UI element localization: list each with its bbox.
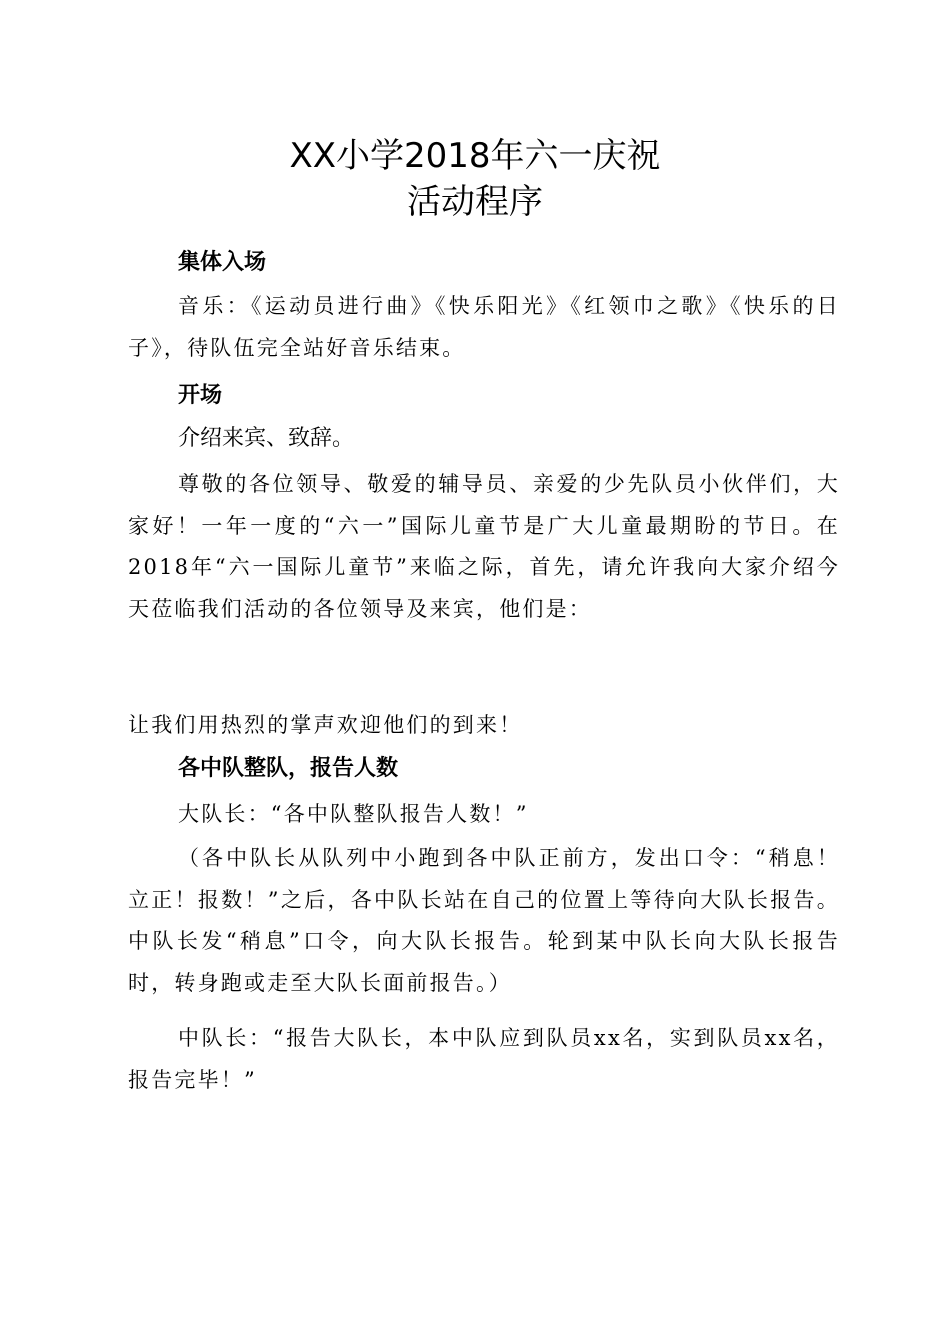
document-title-line1: XX小学2018年六一庆祝: [289, 136, 661, 176]
welcome-paragraph: 尊敬的各位领导、敬爱的辅导员、亲爱的少先队员小伙伴们，大家好！一年一度的“六一”国际儿童节是广大儿童最期盼的节日。在2018年“六一国际儿童节”来临之际，首先，请允许我向大家介绍今天莅临我们活动的各位领导及来宾，他们是：: [128, 472, 840, 621]
section-heading-report: 各中队整队，报告人数: [178, 756, 399, 781]
instruction-paragraph: （各中队长从队列中小跑到各中队正前方，发出口令：“稍息！立正！报数！”之后，各中队长站在自己的位置上等待向大队长报告。中队长发“稍息”口令，向大队长报告。轮到某中队长向大队长报告时，转身跑或走至大队长面前报告。）: [128, 846, 840, 995]
applause-line: 让我们用热烈的掌声欢迎他们的到来！: [128, 713, 523, 737]
captain-command-line: 大队长：“各中队整队报告人数！”: [178, 802, 529, 826]
section-heading-opening: 开场: [178, 383, 223, 408]
section-heading-entry: 集体入场: [178, 250, 267, 275]
intro-guests-line: 介绍来宾、致辞。: [178, 426, 355, 451]
squad-report-paragraph: 中队长：“报告大队长，本中队应到队员xx名，实到队员xx名，报告完毕！”: [128, 1026, 840, 1092]
entry-music-paragraph: 音乐：《运动员进行曲》《快乐阳光》《红领巾之歌》《快乐的日子》，待队伍完全站好音乐结束。: [128, 294, 840, 360]
document-title-line2: 活动程序: [407, 182, 543, 222]
